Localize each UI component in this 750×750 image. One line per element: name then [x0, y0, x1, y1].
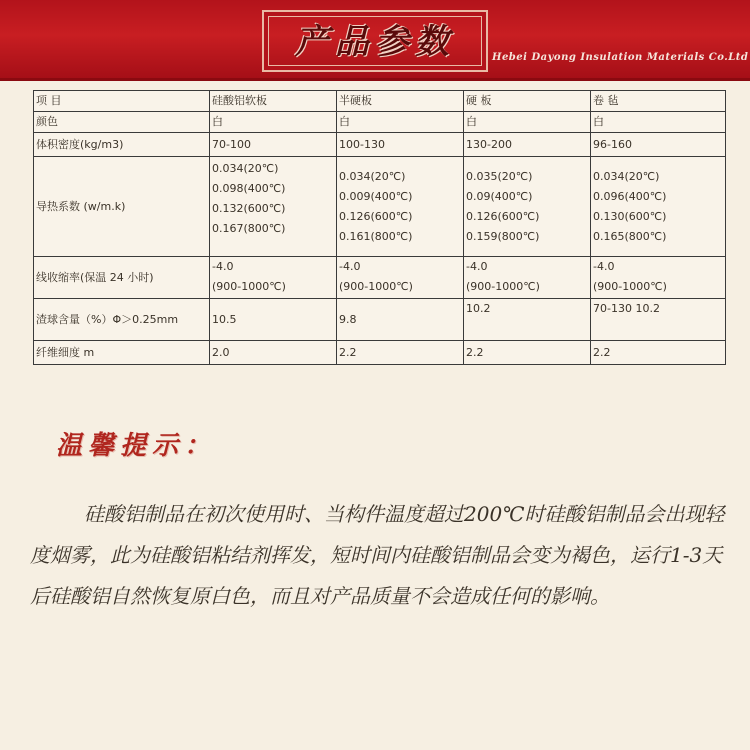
- cell-line: 0.167(800℃): [212, 222, 286, 235]
- table-cell: 2.0: [210, 341, 337, 365]
- table-row-density: [34, 133, 726, 157]
- cell-line: 0.126(600℃): [339, 210, 413, 223]
- company-name: Hebei Dayong Insulation Materials Co.Ltd: [492, 52, 749, 63]
- table-cell: 10.5: [210, 299, 337, 341]
- table-cell: 白: [337, 112, 464, 133]
- table-cell: 70-130 10.2: [591, 299, 726, 341]
- row-label: 渣球含量（%）Φ＞0.25mm: [34, 299, 210, 341]
- table-cell: [337, 157, 464, 257]
- row-label: 颜色: [34, 112, 210, 133]
- cell-line: 0.034(20℃): [339, 170, 406, 183]
- cell-line: 0.098(400℃): [212, 182, 286, 195]
- cell-line: 0.034(20℃): [593, 170, 660, 183]
- table-cell: 白: [464, 112, 591, 133]
- cell-line: (900-1000℃): [466, 280, 540, 293]
- table-cell: 96-160: [591, 133, 726, 157]
- table-cell: 2.2: [464, 341, 591, 365]
- cell-line: 0.035(20℃): [466, 170, 533, 183]
- cell-line: 0.034(20℃): [212, 162, 279, 175]
- cell-line: -4.0: [593, 260, 615, 273]
- table-cell: [210, 257, 337, 299]
- table-cell: [591, 157, 726, 257]
- row-label: 体积密度(kg/m3): [34, 133, 210, 157]
- cell-line: (900-1000℃): [212, 280, 286, 293]
- cell-line: (900-1000℃): [593, 280, 667, 293]
- cell-line: 0.130(600℃): [593, 210, 667, 223]
- tip-title: 温馨提示：: [56, 431, 217, 461]
- header-cell: 卷 毡: [591, 91, 726, 112]
- header-banner: [0, 0, 750, 81]
- table-row-shot-content: [34, 299, 726, 341]
- tip-body: 硅酸铝制品在初次使用时、当构件温度超过200℃时硅酸铝制品会出现轻度烟雾，此为硅酸铝粘结剂挥发，短时间内硅酸铝制品会变为褐色，运行1-3天后硅酸铝自然恢复原白色，而且对产品质量不会造成任何的影响。: [30, 502, 725, 608]
- table-cell: [464, 257, 591, 299]
- cell-line: 0.126(600℃): [466, 210, 540, 223]
- header-cell: 半硬板: [337, 91, 464, 112]
- table-cell: 100-130: [337, 133, 464, 157]
- table-row-color: [34, 112, 726, 133]
- table-cell: [337, 257, 464, 299]
- table-header-row: [34, 91, 726, 112]
- header-cell: 硬 板: [464, 91, 591, 112]
- header-cell: 硅酸铝软板: [210, 91, 337, 112]
- cell-line: 0.009(400℃): [339, 190, 413, 203]
- table-cell: [591, 257, 726, 299]
- spec-table: [33, 90, 726, 365]
- page-title: 产品参数: [295, 22, 455, 62]
- table-cell: 10.2: [464, 299, 591, 341]
- table-cell: [210, 157, 337, 257]
- table-row-conductivity: [34, 157, 726, 257]
- table-cell: 130-200: [464, 133, 591, 157]
- row-label: 纤维细度 m: [34, 341, 210, 365]
- table-cell: 70-100: [210, 133, 337, 157]
- table-row-fiber: [34, 341, 726, 365]
- cell-line: 0.161(800℃): [339, 230, 413, 243]
- cell-line: 0.09(400℃): [466, 190, 533, 203]
- cell-line: -4.0: [339, 260, 361, 273]
- cell-line: 0.132(600℃): [212, 202, 286, 215]
- cell-line: 0.096(400℃): [593, 190, 667, 203]
- table-cell: 2.2: [337, 341, 464, 365]
- cell-line: -4.0: [466, 260, 488, 273]
- cell-line: -4.0: [212, 260, 234, 273]
- table-row-shrinkage: [34, 257, 726, 299]
- table-cell: 白: [210, 112, 337, 133]
- cell-line: 0.165(800℃): [593, 230, 667, 243]
- table-cell: [464, 157, 591, 257]
- row-label: 线收缩率(保温 24 小时): [34, 257, 210, 299]
- row-label: 导热系数 (w/m.k): [34, 157, 210, 257]
- header-cell: 项 目: [34, 91, 210, 112]
- cell-line: (900-1000℃): [339, 280, 413, 293]
- cell-line: 0.159(800℃): [466, 230, 540, 243]
- table-cell: 白: [591, 112, 726, 133]
- table-cell: 2.2: [591, 341, 726, 365]
- table-cell: 9.8: [337, 299, 464, 341]
